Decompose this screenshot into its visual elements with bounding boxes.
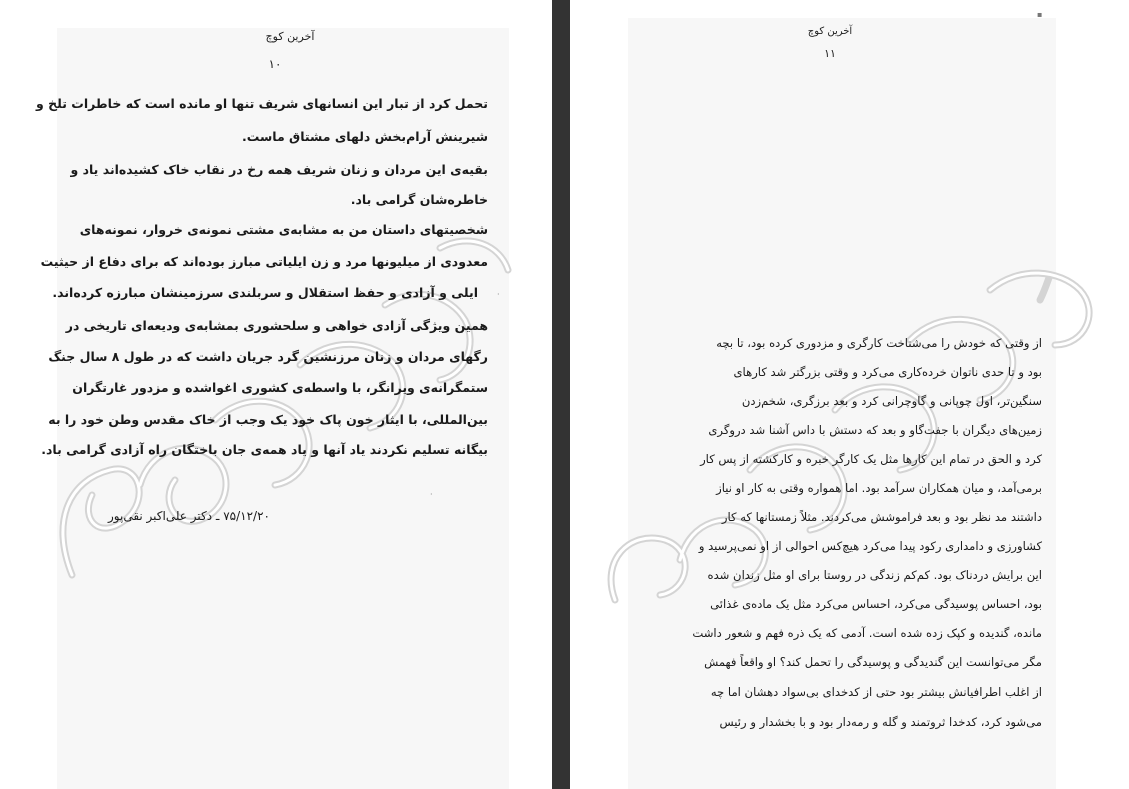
text-line: ایلی و آزادی و حفظ استقلال و سربلندی سرزمینشان مبارزه کرده‌اند. [52, 285, 478, 300]
right-page [570, 0, 1129, 789]
text-line: داشتند مد نظر بود و بعد فراموشش می‌کردند. مثلاً زمستانها که کار [721, 510, 1042, 524]
text-line: رگهای مردان و زنان مرزنشین گرد جریان داشت که در طول ۸ سال جنگ [48, 349, 488, 364]
text-line: تحمل کرد از تبار این انسانهای شریف تنها او مانده است که خاطرات تلخ و [35, 96, 488, 111]
text-line: همین ویژگی آزادی خواهی و سلحشوری بمشابه‌ی ودیعه‌ای تاریخی در [65, 318, 488, 333]
text-line: بیگانه تسلیم نکردند یاد آنها و یاد همه‌ی جان باختگان راه آزادی گرامی باد. [41, 442, 488, 457]
text-line: می‌شود کرد، کدخدا ثروتمند و گله و رمه‌دار بود و با بخشدار و رئیس [719, 715, 1042, 729]
text-line: شیرینش آرام‌بخش دلهای مشتاق ماست. [242, 129, 488, 144]
text-line: زمین‌های دیگران با جفت‌گاو و بعد که دستش با داس آشنا شد دروگری [708, 423, 1042, 437]
right-running-title: آخرین کوچ [807, 26, 853, 37]
text-line: مانده، گندیده و کپک زده شده است. آدمی که یک ذره فهم و شعور داشت [692, 626, 1042, 640]
text-line: از اغلب اطرافیانش بیشتر بود حتی از کدخدای بی‌سواد دهشان اما چه [710, 685, 1042, 699]
left-page-number: ۱۰ [268, 57, 282, 71]
scan-speck: ▪ [1037, 10, 1043, 19]
author-signature-date: ۷۵/۱۲/۲۰ ـ دکتر علی‌اکبر نقی‌پور [107, 509, 270, 523]
text-line: بین‌المللی، با ایثار خون پاک خود یک وجب از خاک مقدس وطن خود را به [48, 412, 488, 427]
book-gutter [552, 0, 570, 789]
text-line: از وقتی که خودش را می‌شناخت کارگری و مزدوری کرده بود، تا بچه [716, 336, 1042, 350]
left-page [0, 0, 552, 789]
text-line: بقیه‌ی این مردان و زنان شریف همه رخ در نقاب خاک کشیده‌اند یاد و [70, 162, 488, 177]
text-line: برمی‌آمد، و میان همکاران سرآمد بود. اما همواره وقتی به کار او نیاز [716, 481, 1042, 495]
text-line: سنگین‌تر، اول چوپانی و گاوچرانی کرد و بعد برزگری، شخم‌زدن [741, 394, 1042, 408]
text-line: بود و تا حدی ناتوان خرده‌کاری می‌کرد و وقتی بزرگتر شد کارهای [733, 365, 1042, 379]
text-line: مگر می‌توانست این گندیدگی و پوسیدگی را تحمل کند؟ او واقعاً فهمش [704, 655, 1042, 669]
text-line: ستمگرانه‌ی ویرانگر، با واسطه‌ی کشوری اغواشده و مزدور غارتگران [72, 380, 488, 395]
left-running-title: آخرین کوچ [265, 30, 315, 43]
text-line: بود، احساس پوسیدگی می‌کرد، احساس می‌کرد مثل یک ماده‌ی غذائی [710, 597, 1042, 611]
text-line: این برایش دردناک بود. کم‌کم زندگی در روستا برای او مثل زندان شده [707, 568, 1042, 582]
right-page-number: ۱۱ [824, 47, 836, 60]
text-line: کشاورزی و دامداری رکود پیدا می‌کرد هیچ‌کس احوالی از او نمی‌پرسید و [698, 539, 1042, 553]
text-line: معدودی از میلیونها مرد و زن ایلیاتی مبارز بوده‌اند که برای دفاع از حیثیت [40, 254, 488, 269]
scan-speck: · [497, 290, 500, 299]
text-line: شخصیتهای داستان من به مشابه‌ی مشتی نمونه‌ی خروار، نمونه‌های [79, 222, 488, 237]
text-line: کرد و الحق در تمام این کارها مثل یک کارگر خبره و کارکشته از پس کار [700, 452, 1042, 466]
scan-speck: · [430, 490, 433, 499]
text-line: خاطره‌شان گرامی باد. [350, 192, 488, 207]
